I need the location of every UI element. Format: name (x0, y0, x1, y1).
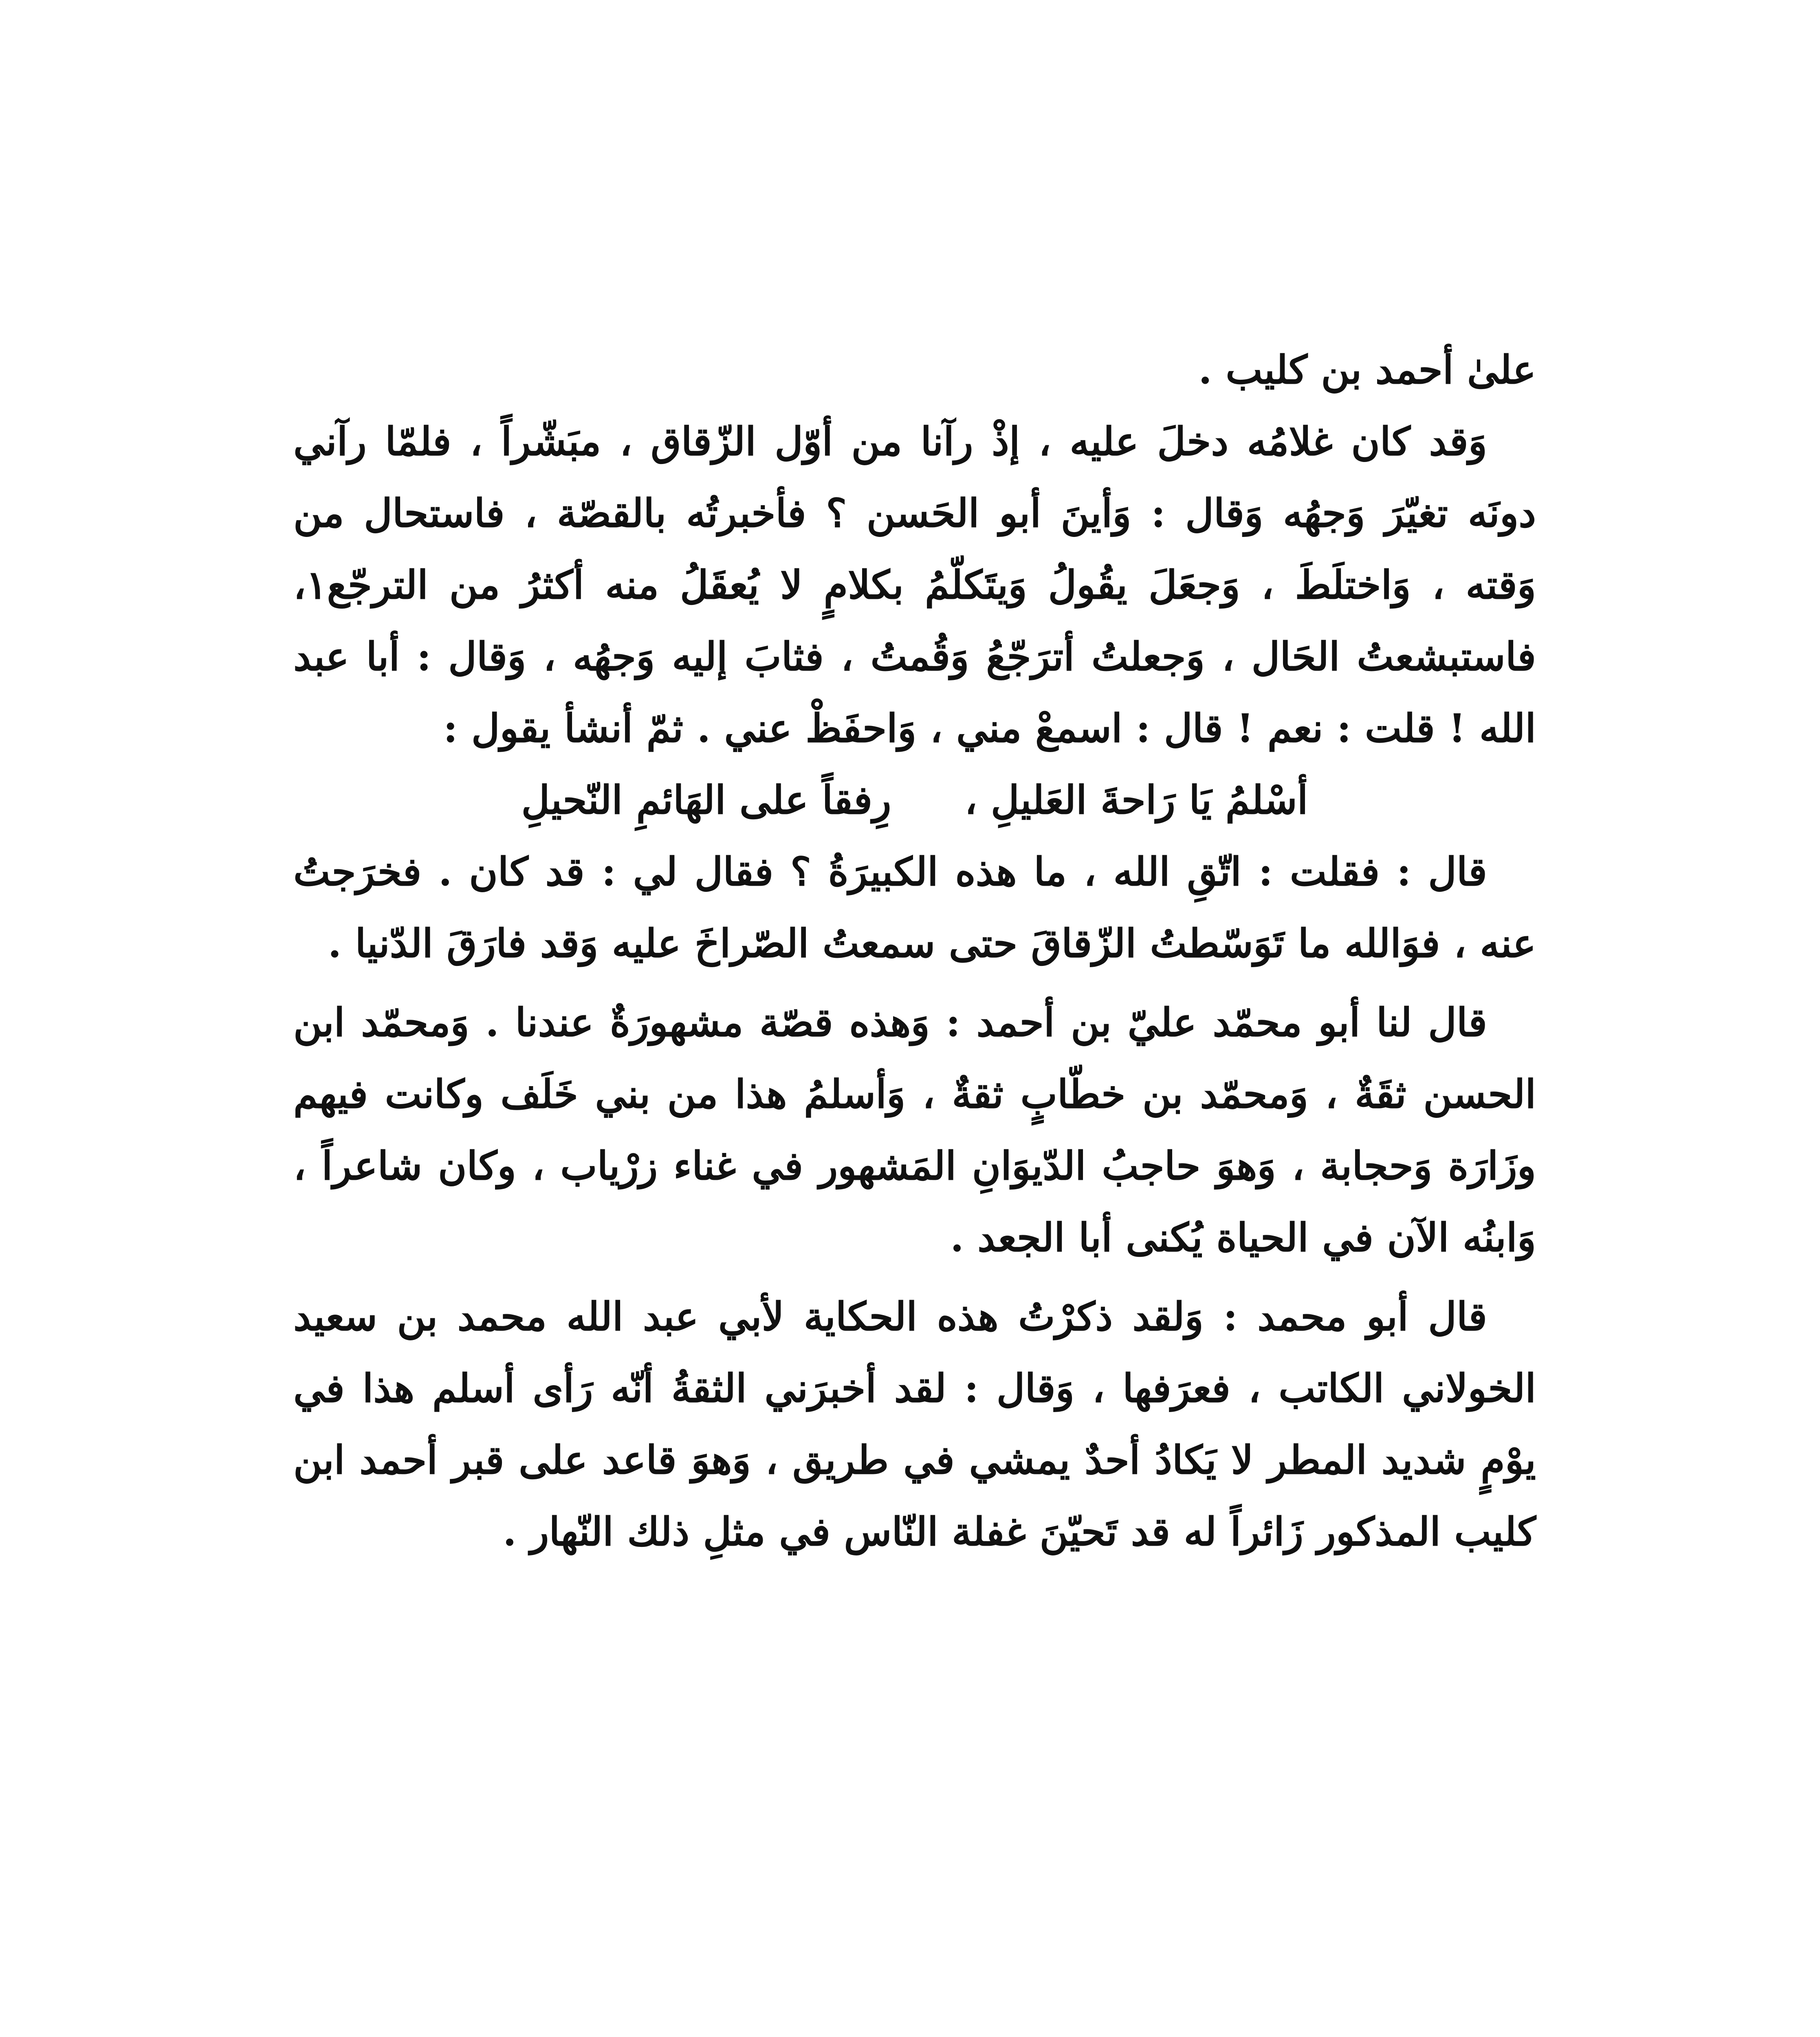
paragraph: قال لنا أبو محمّد عليّ بن أحمد : وَهذه قصّة مشهورَةٌ عندنا . وَمحمّد ابن الحسن ثقَةٌ ، وَمحمّد بن خطّابٍ ثقةٌ ، وَأسلمُ هذا من بني خَلَف وكانت فيهم وزَارَة وَحجابة ، وَهوَ حاجبُ الدّيوَانِ المَشهور في غناء زرْياب ، وكان شاعراً ، وَابنُه الآن في الحياة يُكنى أبا الجعد . (293, 999, 1536, 1260)
paragraph: علىٰ أحمد بن كليب . (1198, 347, 1536, 393)
paragraph: وَقد كان غلامُه دخلَ عليه ، إذْ رآنا من أوّل الزّقاق ، مبَشّراً ، فلمّا رآني دونَه تغيّرَ وَجهُه وَقال : وَأينَ أبو الحَسن ؟ فأخبرتُه بالقصّة ، فاستحال من وَقته ، وَاختلَطَ ، وَجعَلَ يقُولُ وَيتَكلّمُ بكلامٍ لا يُعقَلُ منه أكثرُ من الترجّع١، فاستبشعتُ الحَال ، وَجعلتُ أترَجّعُ وَقُمتُ ، فثابَ إليه وَجهُه ، وَقال : أبا عبد الله ! قلت : نعم ! قال : اسمعْ مني ، وَاحفَظْ عني . ثمّ أنشأ يقول : (293, 418, 1536, 751)
verse-right-hemistich: أسْلمُ يَا رَاحةَ العَليلِ ، (964, 777, 1308, 823)
poem-verse (293, 764, 1536, 836)
paragraph: قال أبو محمد : وَلقد ذكرْتُ هذه الحكاية لأبي عبد الله محمد بن سعيد الخولاني الكاتب ، فعرَفها ، وَقال : لقد أخبرَني الثقةُ أنّه رَأى أسلم هذا في يوْمٍ شديد المطر لا يَكادُ أحدٌ يمشي في طريق ، وَهوَ قاعد على قبر أحمد ابن كليب المذكور زَائراً له قد تَحيّنَ غفلة النّاس في مثلِ ذلك النّهار . (293, 1293, 1536, 1555)
main-text-block (293, 334, 1536, 1568)
verse-left-hemistich: رِفقاً على الهَائمِ النّحيلِ (521, 777, 891, 823)
paragraph: قال : فقلت : اتّقِ الله ، ما هذه الكبيرَةُ ؟ فقال لي : قد كان . فخرَجتُ عنه ، فوَالله ما تَوَسّطتُ الزّقاقَ حتى سمعتُ الصّراخَ عليه وَقد فارَقَ الدّنيا . (293, 849, 1536, 966)
